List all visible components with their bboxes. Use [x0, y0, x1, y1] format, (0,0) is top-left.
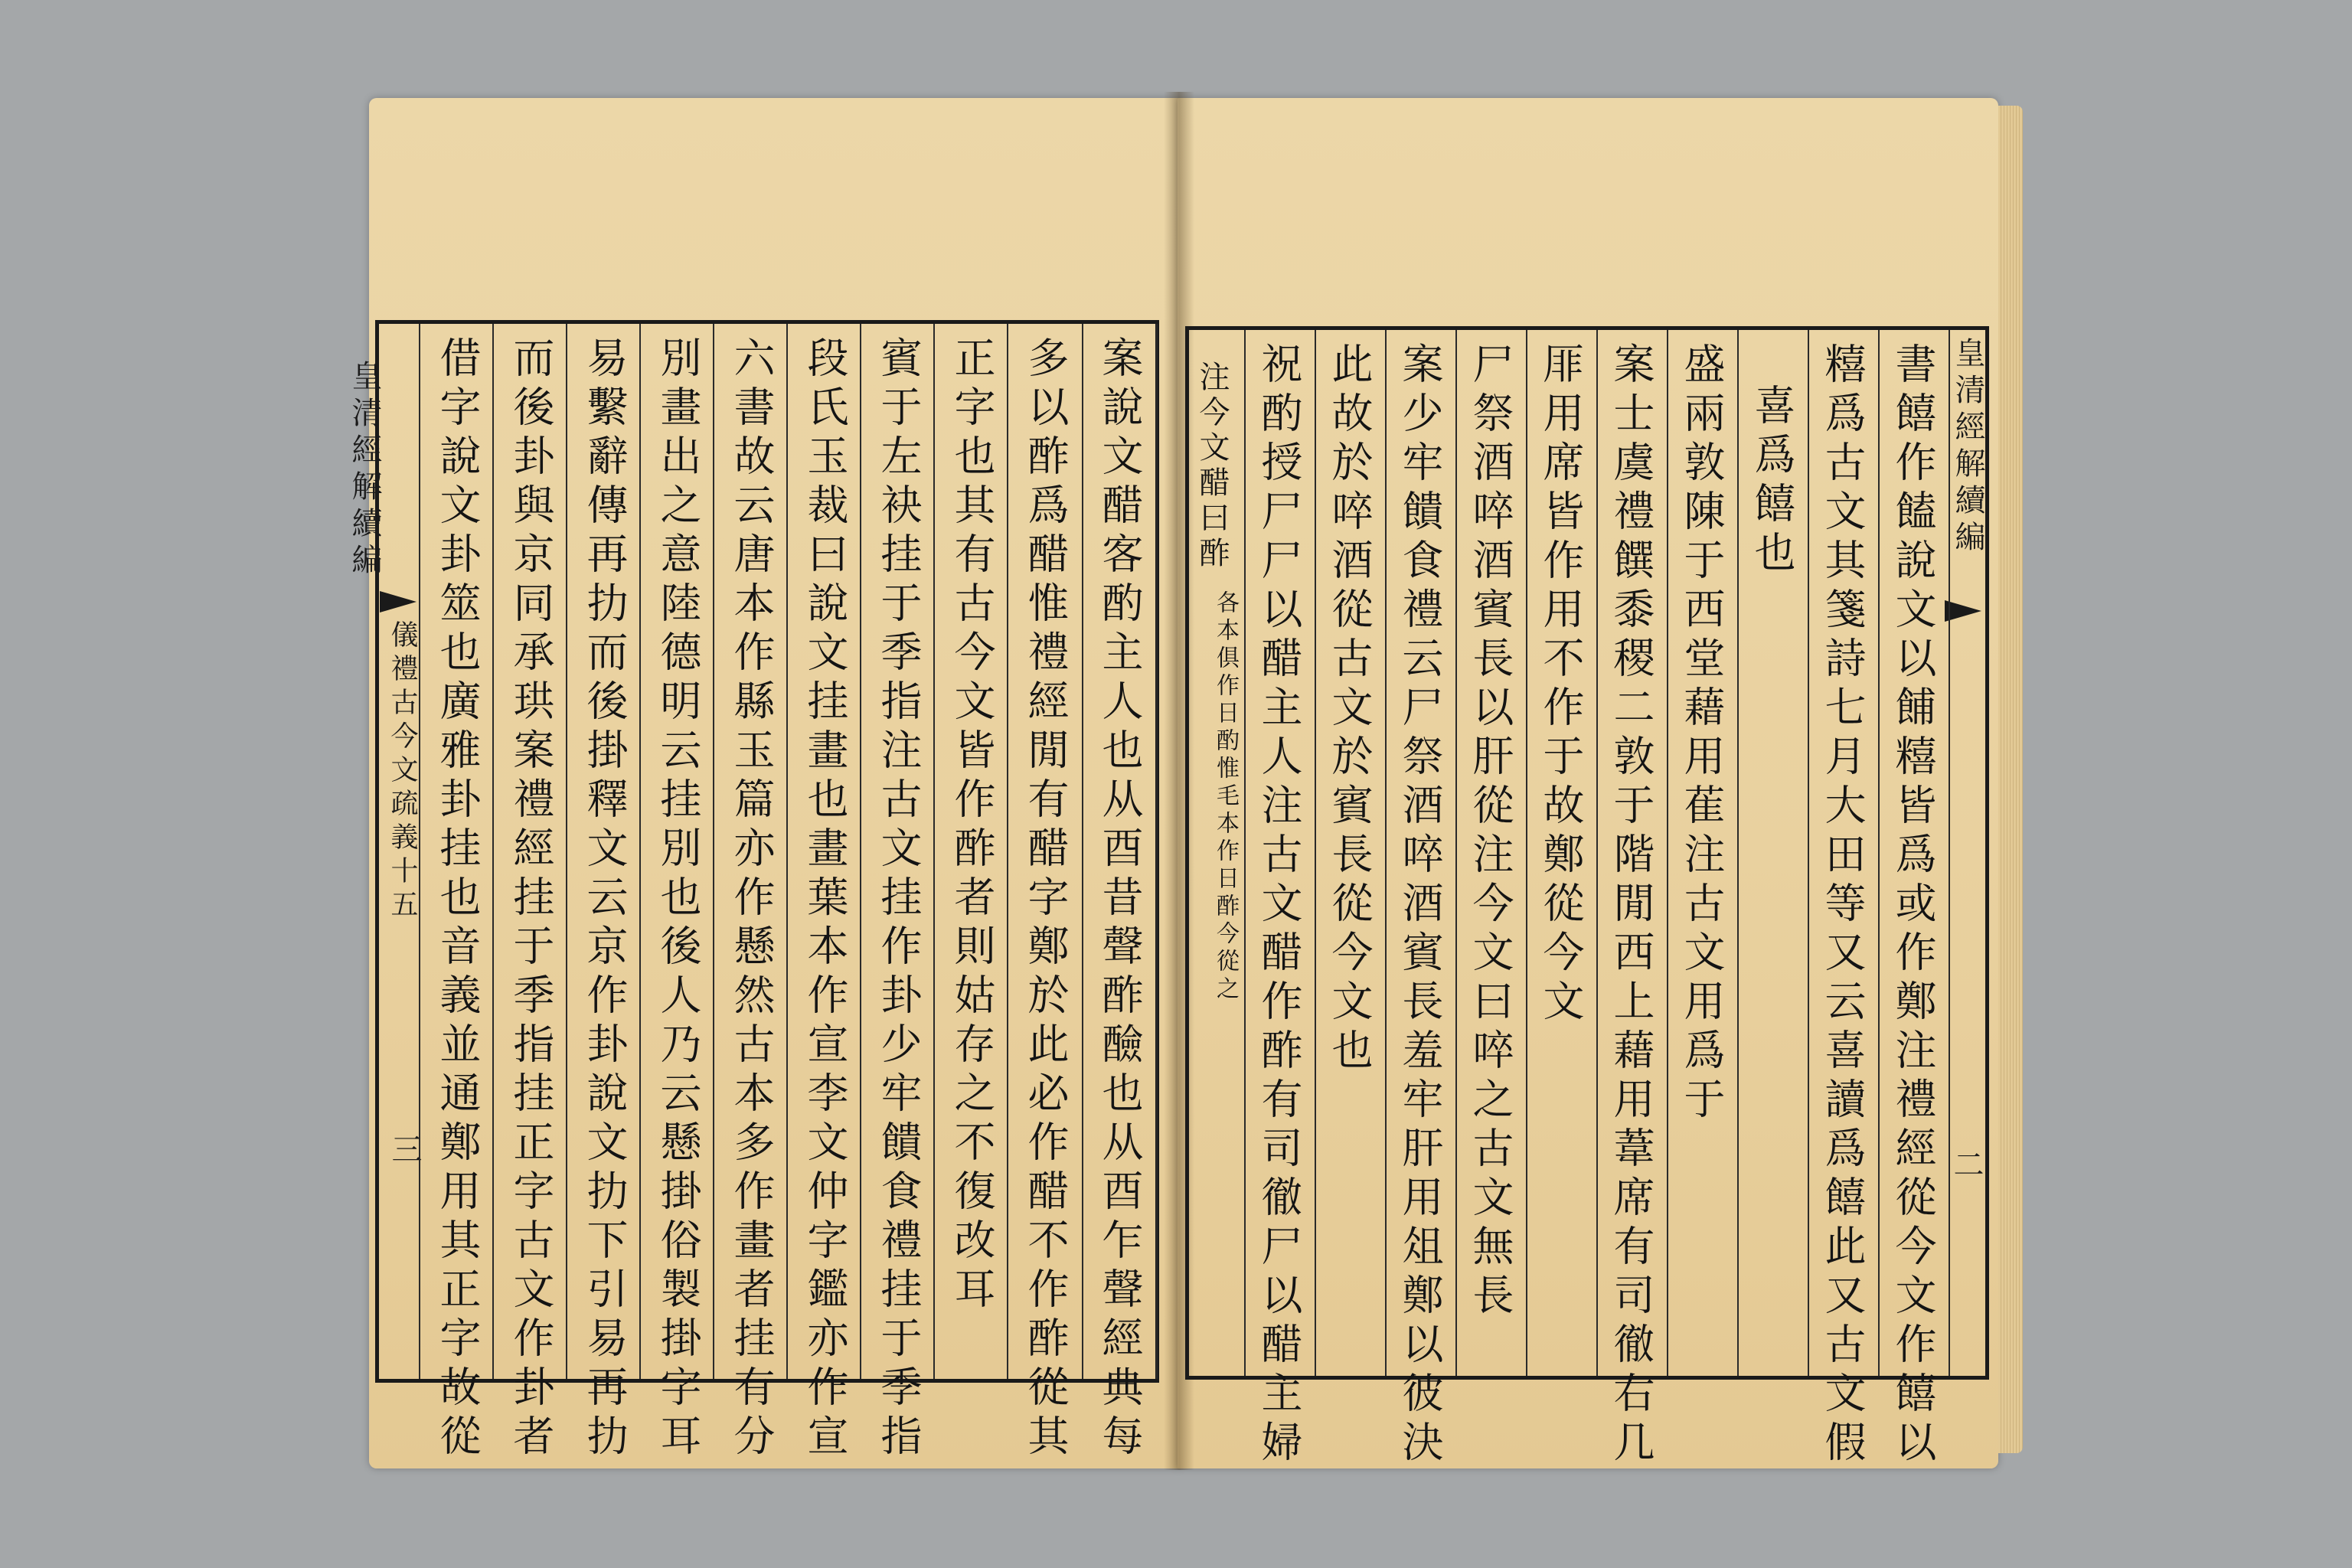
- right-column-6: 厞用席皆作用不作于故鄭從今文: [1537, 342, 1585, 1028]
- right-margin-title: 皇清經解續編: [1950, 337, 1985, 557]
- right-column-2: 糦爲古文其箋詩七月大田等又云喜讀爲饎此又古文假: [1818, 342, 1867, 1469]
- left-margin-subtitle: 儀禮古今文疏義十五: [387, 620, 418, 923]
- left-column-2: 多以酢爲醋惟禮經閒有醋字鄭於此必作醋不作酢從其: [1021, 336, 1070, 1463]
- right-text-frame: [1185, 326, 1989, 1469]
- right-column-1: 書饎作饁說文以餔糦皆爲或作鄭注禮經從今文作饎以: [1889, 342, 1937, 1469]
- right-column-11: 注今文醋曰酢: [1194, 361, 1230, 572]
- left-column-5: 段氏玉裁曰說文挂畫也畫葉本作宣李文仲字鑑亦作宣: [801, 336, 849, 1463]
- right-column-4: 盛兩敦陳于西堂藉用萑注古文用爲于: [1677, 342, 1726, 1126]
- right-leaf-number: 二: [1949, 1148, 1984, 1185]
- left-column-1: 案說文醋客酌主人也从酉昔聲酢醶也从酉乍聲經典每: [1096, 336, 1144, 1463]
- left-leaf-number: 三: [387, 1133, 422, 1170]
- right-small-note: 各本俱作日酌惟毛本作日酢今從之: [1212, 590, 1239, 1004]
- right-column-5: 案士虞禮饌黍稷二敦于階閒西上藉用葦席有司徹右几: [1607, 342, 1655, 1469]
- right-column-9: 此故於啐酒從古文於賓長從今文也: [1325, 342, 1374, 1077]
- left-column-9: 而後卦與京同承珙案禮經挂于季指挂正字古文作卦者: [507, 336, 555, 1463]
- left-text-frame: [375, 320, 1159, 1463]
- left-column-4: 賓于左袂挂于季指注古文挂作卦少牢饋食禮挂于季指: [874, 336, 923, 1463]
- right-column-10: 祝酌授尸尸以醋主人注古文醋作酢有司徹尸以醋主婦: [1255, 342, 1303, 1469]
- left-column-8: 易繫辭傳再扐而後掛釋文云京作卦說文扐下引易再扐: [580, 336, 629, 1463]
- left-column-7: 別畫出之意陸德明云挂別也後人乃云懸掛俗製掛字耳: [654, 336, 702, 1463]
- left-column-6: 六書故云唐本作縣玉篇亦作懸然古本多作畫者挂有分: [727, 336, 776, 1463]
- right-column-7: 尸祭酒啐酒賓長以肝從注今文曰啐之古文無長: [1466, 342, 1514, 1322]
- right-column-8: 案少牢饋食禮云尸祭酒啐酒賓長羞牢肝用俎鄭以彼決: [1396, 342, 1444, 1469]
- left-margin-title: 皇清經解續編: [347, 360, 382, 580]
- page-edges: [1998, 106, 2023, 1453]
- left-column-10: 借字說文卦筮也廣雅卦挂也音義並通鄭用其正字故從: [433, 336, 482, 1463]
- left-column-3: 正字也其有古今文皆作酢者則姑存之不復改耳: [948, 336, 996, 1316]
- right-column-3: 喜爲饎也: [1748, 384, 1796, 580]
